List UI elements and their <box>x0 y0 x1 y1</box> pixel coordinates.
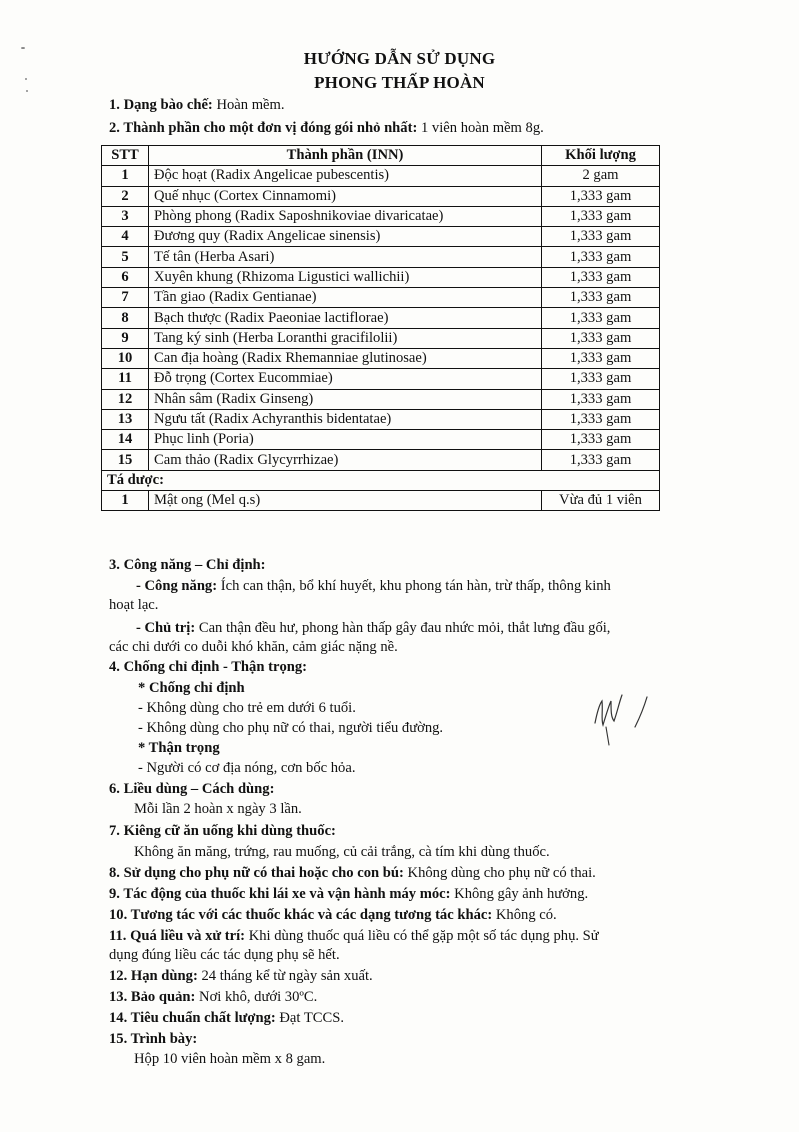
cell-quantity: 2 gam <box>542 166 660 186</box>
cell-stt: 8 <box>102 308 149 328</box>
indications-treatment-cont: các chi dưới co duỗi khó khăn, cảm giác nặng nề. <box>109 639 398 655</box>
dosage-text: Mỗi lần 2 hoàn x ngày 3 lần. <box>134 801 302 817</box>
column-header-ingredient: Thành phần (INN) <box>149 146 542 166</box>
section-label: 13. Bảo quản: <box>109 989 196 1005</box>
table-row <box>102 430 660 450</box>
section-label: 9. Tác động của thuốc khi lái xe và vận hành máy móc: <box>109 886 451 902</box>
cell-ingredient: Cam thảo (Radix Glycyrrhizae) <box>149 450 542 470</box>
precaution-item: - Người có cơ địa nóng, cơn bốc hỏa. <box>138 760 356 776</box>
sub-text: Can thận đều hư, phong hàn thấp gây đau nhức mỏi, thắt lưng đầu gối, <box>195 620 611 636</box>
subheading-precautions: * Thận trọng <box>138 740 220 756</box>
section-label: 2. Thành phần cho một đơn vị đóng gói nhỏ nhất: <box>109 120 418 136</box>
scan-speck <box>26 90 28 92</box>
cell-quantity: 1,333 gam <box>542 267 660 287</box>
cell-quantity: 1,333 gam <box>542 308 660 328</box>
column-header-stt: STT <box>102 146 149 166</box>
section-label: 14. Tiêu chuẩn chất lượng: <box>109 1010 276 1026</box>
section-storage <box>109 988 317 1006</box>
cell-ingredient: Đỗ trọng (Cortex Eucommiae) <box>149 369 542 389</box>
section-label: 11. Quá liều và xử trí: <box>109 928 246 944</box>
table-row <box>102 491 660 511</box>
cell-ingredient: Tang ký sinh (Herba Loranthi gracifilolii) <box>149 328 542 348</box>
cell-quantity: 1,333 gam <box>542 409 660 429</box>
cell-stt: 1 <box>102 166 149 186</box>
cell-ingredient: Bạch thược (Radix Paeoniae lactiflorae) <box>149 308 542 328</box>
cell-ingredient: Phục linh (Poria) <box>149 430 542 450</box>
table-row <box>102 206 660 226</box>
section-heading-diet: 7. Kiêng cữ ăn uống khi dùng thuốc: <box>109 823 336 839</box>
section-heading-contraindications: 4. Chống chỉ định - Thận trọng: <box>109 659 308 675</box>
table-row <box>102 267 660 287</box>
table-row <box>102 247 660 267</box>
section-overdose-cont: dụng đúng liều các tác dụng phụ sẽ hết. <box>109 947 340 963</box>
cell-quantity: 1,333 gam <box>542 328 660 348</box>
sub-label: - Công năng: <box>136 578 218 594</box>
section-label: 8. Sử dụng cho phụ nữ có thai hoặc cho con bú: <box>109 865 404 881</box>
document-title: HƯỚNG DẪN SỬ DỤNG <box>303 49 496 68</box>
indications-function-cont: hoạt lạc. <box>109 597 159 613</box>
cell-quantity: 1,333 gam <box>542 450 660 470</box>
presentation-text: Hộp 10 viên hoàn mềm x 8 gam. <box>134 1051 326 1067</box>
section-pregnancy <box>109 864 596 882</box>
cell-quantity: 1,333 gam <box>542 369 660 389</box>
table-row <box>102 450 660 470</box>
section-expiry <box>109 967 373 985</box>
cell-stt: 1 <box>102 491 149 511</box>
cell-stt: 4 <box>102 227 149 247</box>
cell-quantity: 1,333 gam <box>542 389 660 409</box>
cell-ingredient: Can địa hoàng (Radix Rhemanniae glutinosae) <box>149 348 542 368</box>
cell-quantity: 1,333 gam <box>542 288 660 308</box>
indications-treatment-line <box>136 619 610 637</box>
scan-speck <box>25 78 27 80</box>
section-heading-dosage: 6. Liều dùng – Cách dùng: <box>109 781 275 797</box>
section-overdose <box>109 927 599 945</box>
contraindication-item: - Không dùng cho phụ nữ có thai, người tiểu đường. <box>138 720 444 736</box>
sub-label: - Chủ trị: <box>136 620 196 636</box>
table-row <box>102 409 660 429</box>
cell-ingredient: Đương quy (Radix Angelicae sinensis) <box>149 227 542 247</box>
cell-quantity: 1,333 gam <box>542 430 660 450</box>
table-row <box>102 186 660 206</box>
table-row <box>102 348 660 368</box>
section-label: 1. Dạng bào chế: <box>109 97 213 113</box>
section-value: Không gây ảnh hưởng. <box>450 886 589 902</box>
composition-table <box>101 145 660 511</box>
table-header-row <box>102 146 660 166</box>
contraindication-item: - Không dùng cho trẻ em dưới 6 tuổi. <box>138 700 356 716</box>
section-value: Đạt TCCS. <box>275 1010 344 1026</box>
cell-stt: 9 <box>102 328 149 348</box>
table-row <box>102 166 660 186</box>
table-row <box>102 389 660 409</box>
indications-function-line <box>136 577 611 595</box>
excipient-header: Tá dược: <box>102 470 660 490</box>
cell-ingredient: Tần giao (Radix Gentianae) <box>149 288 542 308</box>
cell-stt: 13 <box>102 409 149 429</box>
table-row <box>102 227 660 247</box>
section-composition <box>109 119 544 137</box>
section-heading-presentation: 15. Trình bày: <box>109 1031 198 1047</box>
cell-quantity: 1,333 gam <box>542 247 660 267</box>
cell-stt: 3 <box>102 206 149 226</box>
column-header-quantity: Khối lượng <box>542 146 660 166</box>
sub-text: Ích can thận, bổ khí huyết, khu phong tán hàn, trừ thấp, thông kinh <box>217 578 611 594</box>
cell-stt: 7 <box>102 288 149 308</box>
section-value: Khi dùng thuốc quá liều có thể gặp một số tác dụng phụ. Sử <box>245 928 599 944</box>
handwritten-initial <box>589 683 659 753</box>
cell-stt: 15 <box>102 450 149 470</box>
cell-stt: 5 <box>102 247 149 267</box>
section-value: 24 tháng kể từ ngày sản xuất. <box>197 968 373 984</box>
cell-stt: 14 <box>102 430 149 450</box>
section-dosage-form <box>109 96 285 114</box>
cell-ingredient: Tế tân (Herba Asari) <box>149 247 542 267</box>
cell-quantity: 1,333 gam <box>542 186 660 206</box>
diet-text: Không ăn măng, trứng, rau muống, củ cải trắng, cà tím khi dùng thuốc. <box>134 844 550 860</box>
cell-quantity: 1,333 gam <box>542 206 660 226</box>
cell-ingredient: Phòng phong (Radix Saposhnikoviae divaricatae) <box>149 206 542 226</box>
table-row <box>102 288 660 308</box>
section-value: Nơi khô, dưới 30ºC. <box>195 989 318 1005</box>
cell-ingredient: Độc hoạt (Radix Angelicae pubescentis) <box>149 166 542 186</box>
section-heading-indications: 3. Công năng – Chỉ định: <box>109 557 266 573</box>
cell-ingredient: Nhân sâm (Radix Ginseng) <box>149 389 542 409</box>
section-label: 10. Tương tác với các thuốc khác và các dạng tương tác khác: <box>109 907 493 923</box>
cell-quantity: 1,333 gam <box>542 227 660 247</box>
cell-ingredient: Quế nhục (Cortex Cinnamomi) <box>149 186 542 206</box>
product-name-title: PHONG THẤP HOÀN <box>314 73 485 92</box>
table-row <box>102 308 660 328</box>
cell-stt: 12 <box>102 389 149 409</box>
section-label: 12. Hạn dùng: <box>109 968 198 984</box>
scan-speck <box>21 47 25 49</box>
section-interactions <box>109 906 557 924</box>
excipient-header-row <box>102 470 660 490</box>
cell-stt: 2 <box>102 186 149 206</box>
table-row <box>102 369 660 389</box>
section-value: Hoàn mềm. <box>216 97 285 113</box>
section-quality-standard <box>109 1009 344 1027</box>
cell-quantity: 1,333 gam <box>542 348 660 368</box>
cell-quantity: Vừa đủ 1 viên <box>542 491 660 511</box>
cell-stt: 10 <box>102 348 149 368</box>
cell-ingredient: Ngưu tất (Radix Achyranthis bidentatae) <box>149 409 542 429</box>
section-driving <box>109 885 588 903</box>
cell-stt: 6 <box>102 267 149 287</box>
subheading-contraindications: * Chống chỉ định <box>138 680 245 696</box>
section-value: Không có. <box>492 907 557 923</box>
section-value: Không dùng cho phụ nữ có thai. <box>403 865 596 881</box>
cell-ingredient: Mật ong (Mel q.s) <box>149 491 542 511</box>
cell-stt: 11 <box>102 369 149 389</box>
cell-ingredient: Xuyên khung (Rhizoma Ligustici wallichii) <box>149 267 542 287</box>
section-value: 1 viên hoàn mềm 8g. <box>420 120 544 136</box>
table-row <box>102 328 660 348</box>
